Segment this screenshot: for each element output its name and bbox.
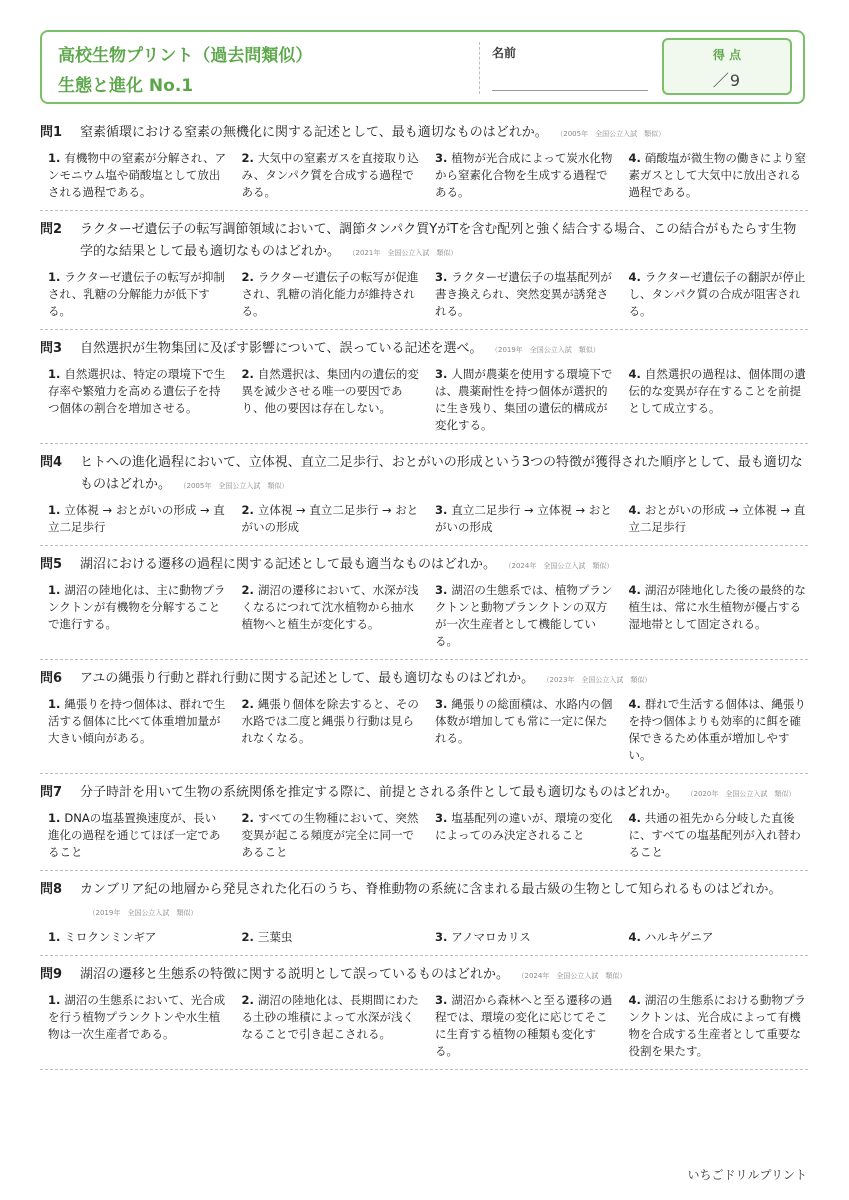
choice-text: 縄張り個体を除去すると、その水路では二度と縄張り行動は見られなくなる。 — [241, 697, 419, 745]
question-block — [40, 338, 808, 444]
choice-number: 4. — [628, 811, 641, 825]
choice-item[interactable] — [629, 502, 809, 536]
choice-number: 4. — [628, 930, 641, 944]
question-text: 窒素循環における窒素の無機化に関する記述として、最も適切なものはどれか。 — [80, 125, 548, 140]
choice-item[interactable] — [629, 366, 809, 434]
question-block — [40, 452, 808, 546]
question-source: （2024年 全国公立入試 類似） — [508, 562, 614, 570]
choice-number: 4. — [628, 151, 641, 165]
choice-item[interactable] — [242, 269, 422, 320]
choice-number: 1. — [48, 993, 61, 1007]
choice-list — [40, 696, 808, 764]
question-block — [40, 782, 808, 871]
choice-list — [40, 366, 808, 434]
choice-number: 2. — [241, 367, 254, 381]
choice-text: ラクターゼ遺伝子の転写が促進され、乳糖の消化能力が維持される。 — [241, 270, 419, 318]
choice-list — [40, 150, 808, 201]
choice-text: ハルキゲニア — [644, 930, 714, 944]
question-block — [40, 879, 808, 956]
choice-item[interactable] — [48, 150, 228, 201]
choice-text: 縄張りを持つ個体は、群れで生活する個体に比べて体重増加量が大きい傾向がある。 — [48, 697, 226, 745]
question-text: 湖沼の遷移と生態系の特徴に関する説明として誤っているものはどれか。 — [80, 967, 510, 982]
choice-text: 立体視 → おとがいの形成 → 直立二足歩行 — [48, 503, 225, 534]
question-text-wrap — [80, 668, 808, 691]
question-text: カンブリア紀の地層から発見された化石のうち、脊椎動物の系統に含まれる最古級の生物として知られるものはどれか。 — [80, 882, 782, 897]
choice-text: 湖沼から森林へと至る遷移の過程では、環境の変化に応じてそこに生育する植物の種類も変化する。 — [435, 993, 613, 1058]
question-text: 分子時計を用いて生物の系統関係を推定する際に、前提とされる条件として最も適切なものはどれか。 — [80, 785, 679, 800]
question-header — [40, 964, 808, 987]
question-header — [40, 554, 808, 577]
question-block — [40, 964, 808, 1070]
choice-item[interactable] — [629, 696, 809, 764]
question-text-wrap — [80, 879, 808, 924]
question-block — [40, 668, 808, 774]
score-box — [662, 38, 792, 95]
choice-number: 3. — [435, 151, 448, 165]
choice-text: 有機物中の窒素が分解され、アンモニウム塩や硝酸塩として放出される過程である。 — [48, 151, 227, 199]
choice-item[interactable] — [242, 929, 422, 946]
header-divider — [479, 42, 480, 94]
choice-item[interactable] — [435, 502, 615, 536]
choice-item[interactable] — [242, 502, 422, 536]
choice-text: 立体視 → 直立二足歩行 → おとがいの形成 — [241, 503, 419, 534]
choice-text: 群れで生活する個体は、縄張りを持つ個体よりも効率的に餌を確保できるため体重が増加しやすい。 — [628, 697, 806, 762]
choice-text: ラクターゼ遺伝子の塩基配列が書き換えられ、突然変異が誘発される。 — [435, 270, 612, 318]
choice-item[interactable] — [242, 366, 422, 434]
choice-number: 1. — [48, 697, 61, 711]
choice-text: 直立二足歩行 → 立体視 → おとがいの形成 — [435, 503, 612, 534]
choice-number: 4. — [628, 697, 641, 711]
choice-text: 自然選択は、特定の環境下で生存率や繁殖力を高める遺伝子を持つ個体の割合を増加させる。 — [48, 367, 226, 415]
choice-item[interactable] — [435, 582, 615, 650]
choice-text: 人間が農薬を使用する環境下では、農薬耐性を持つ個体が選択的に生き残り、集団の遺伝的構成が変化する。 — [435, 367, 613, 432]
question-block — [40, 219, 808, 330]
choice-number: 3. — [435, 270, 448, 284]
choice-list — [40, 502, 808, 536]
choice-item[interactable] — [242, 992, 422, 1060]
question-header — [40, 668, 808, 691]
choice-number: 4. — [628, 503, 641, 517]
worksheet-header — [40, 30, 805, 104]
choice-item[interactable] — [48, 582, 228, 650]
choice-text: ミロクンミンギア — [64, 930, 157, 944]
question-number: 問4 — [40, 455, 63, 470]
choice-text: 自然選択は、集団内の遺伝的変異を減少させる唯一の要因であり、他の要因は存在しない。 — [241, 367, 419, 415]
choice-text: アノマロカリス — [451, 930, 531, 944]
choice-number: 1. — [48, 811, 61, 825]
choice-text: 植物が光合成によって炭水化物から窒素化合物を生成する過程である。 — [435, 151, 613, 199]
question-number: 問8 — [40, 882, 63, 897]
question-number: 問1 — [40, 125, 63, 140]
choice-item[interactable] — [48, 929, 228, 946]
choice-text: 湖沼の生態系における動物プランクトンは、光合成によって有機物を合成する生産者として重要な役割を果たす。 — [628, 993, 806, 1058]
choice-item[interactable] — [48, 992, 228, 1060]
question-text: 自然選択が生物集団に及ぼす影響について、誤っている記述を選べ。 — [80, 341, 483, 356]
choice-text: 大気中の窒素ガスを直接取り込み、タンパク質を合成する過程である。 — [241, 151, 419, 199]
choice-item[interactable] — [629, 929, 809, 946]
choice-item[interactable] — [435, 150, 615, 201]
question-text-wrap — [80, 122, 808, 145]
choice-number: 1. — [48, 270, 61, 284]
choice-number: 4. — [628, 367, 641, 381]
choice-text: 硝酸塩が微生物の働きにより窒素ガスとして大気中に放出される過程である。 — [628, 151, 806, 199]
choice-text: ラクターゼ遺伝子の翻訳が停止し、タンパク質の合成が阻害される。 — [628, 270, 806, 318]
question-header — [40, 452, 808, 497]
choice-item[interactable] — [242, 150, 422, 201]
choice-item[interactable] — [242, 810, 422, 861]
question-header — [40, 782, 808, 805]
question-number: 問5 — [40, 557, 63, 572]
choice-item[interactable] — [435, 992, 615, 1060]
question-text-wrap — [80, 338, 808, 361]
question-number: 問6 — [40, 671, 63, 686]
choice-item[interactable] — [629, 150, 809, 201]
question-source: （2019年 全国公立入試 類似） — [494, 346, 600, 354]
question-source: （2005年 全国公立入試 類似） — [559, 130, 666, 138]
choice-number: 3. — [435, 930, 448, 944]
choice-number: 2. — [241, 811, 254, 825]
question-source: （2024年 全国公立入試 類似） — [521, 972, 627, 980]
choice-number: 2. — [241, 151, 254, 165]
choice-text: 塩基配列の違いが、環境の変化によってのみ決定されること — [435, 811, 613, 842]
choice-text: 湖沼の遷移において、水深が浅くなるにつれて沈水植物から抽水植物へと植生が変化する。 — [241, 583, 419, 631]
choice-text: 湖沼が陸地化した後の最終的な植生は、常に水生植物が優占する湿地帯として固定される。 — [628, 583, 806, 631]
choice-list — [40, 269, 808, 320]
question-text-wrap — [80, 964, 808, 987]
choice-list — [40, 810, 808, 861]
name-field-line[interactable] — [492, 90, 648, 91]
choice-item[interactable] — [629, 992, 809, 1060]
choice-text: 湖沼の生態系において、光合成を行う植物プランクトンや水生植物は一次生産者である。 — [48, 993, 226, 1041]
name-label: 名前 — [492, 46, 517, 60]
choice-number: 2. — [241, 697, 254, 711]
choice-text: 湖沼の生態系では、植物プランクトンと動物プランクトンの双方が一次生産者として機能している。 — [435, 583, 613, 648]
question-number: 問7 — [40, 785, 63, 800]
question-number: 問9 — [40, 967, 63, 982]
question-header — [40, 879, 808, 924]
choice-number: 1. — [48, 367, 61, 381]
question-list — [40, 122, 808, 1078]
choice-number: 1. — [48, 503, 61, 517]
choice-number: 4. — [628, 583, 641, 597]
question-header — [40, 338, 808, 361]
worksheet-title: 高校生物プリント（過去問類似） — [58, 46, 313, 66]
choice-number: 2. — [241, 993, 254, 1007]
question-text-wrap — [80, 782, 808, 805]
choice-item[interactable] — [435, 269, 615, 320]
choice-item[interactable] — [435, 929, 615, 946]
question-block — [40, 554, 808, 660]
choice-item[interactable] — [435, 810, 615, 861]
choice-list — [40, 582, 808, 650]
choice-number: 1. — [48, 583, 61, 597]
footer-brand: いちごドリルプリント — [687, 1168, 807, 1182]
score-value: ／9 — [712, 71, 742, 90]
choice-item[interactable] — [242, 582, 422, 650]
choice-text: おとがいの形成 → 立体視 → 直立二足歩行 — [628, 503, 806, 534]
question-number: 問2 — [40, 222, 63, 237]
question-source: （2023年 全国公立入試 類似） — [546, 676, 652, 684]
choice-text: 湖沼の陸地化は、長期間にわたる土砂の堆積によって水深が浅くなることで引き起こされる。 — [241, 993, 419, 1041]
choice-number: 1. — [48, 930, 61, 944]
score-label: 得 点 — [712, 48, 742, 62]
question-text: ヒトへの進化過程において、立体視、直立二足歩行、おとがいの形成という3つの特徴が獲得された順序として、最も適切なものはどれか。 — [80, 455, 803, 492]
choice-item[interactable] — [242, 696, 422, 764]
question-header — [40, 219, 808, 264]
question-source: （2019年 全国公立入試 類似） — [92, 909, 198, 917]
question-number: 問3 — [40, 341, 63, 356]
choice-number: 3. — [435, 697, 448, 711]
choice-number: 3. — [435, 583, 448, 597]
choice-item[interactable] — [48, 366, 228, 434]
question-header — [40, 122, 808, 145]
choice-number: 3. — [435, 993, 448, 1007]
choice-number: 3. — [435, 811, 448, 825]
choice-item[interactable] — [629, 810, 809, 861]
choice-item[interactable] — [48, 810, 228, 861]
choice-number: 2. — [241, 583, 254, 597]
choice-number: 2. — [241, 270, 254, 284]
choice-item[interactable] — [48, 269, 228, 320]
choice-text: 自然選択の過程は、個体間の遺伝的な変異が存在することを前提として成立する。 — [628, 367, 806, 415]
question-source: （2005年 全国公立入試 類似） — [183, 482, 289, 490]
choice-item[interactable] — [48, 502, 228, 536]
choice-text: 共通の祖先から分岐した直後に、すべての塩基配列が入れ替わること — [628, 811, 801, 859]
choice-number: 4. — [628, 993, 641, 1007]
choice-number: 3. — [435, 367, 448, 381]
worksheet-subtitle: 生態と進化 No.1 — [58, 76, 194, 96]
question-source: （2020年 全国公立入試 類似） — [690, 790, 796, 798]
choice-list — [40, 992, 808, 1060]
choice-text: すべての生物種において、突然変異が起こる頻度が完全に同一であること — [241, 811, 419, 859]
choice-item[interactable] — [629, 269, 809, 320]
choice-item[interactable] — [629, 582, 809, 650]
choice-list — [40, 929, 808, 946]
question-text-wrap — [80, 452, 808, 497]
question-text: 湖沼における遷移の過程に関する記述として最も適当なものはどれか。 — [80, 557, 497, 572]
choice-text: 湖沼の陸地化は、主に動物プランクトンが有機物を分解することで進行する。 — [48, 583, 226, 631]
choice-number: 1. — [48, 151, 61, 165]
question-text: ラクターゼ遺伝子の転写調節領域において、調節タンパク質YがTを含む配列と強く結合する場合、この結合がもたらす生物学的な結果として最も適切なものはどれか。 — [80, 222, 797, 259]
choice-number: 4. — [628, 270, 641, 284]
choice-item[interactable] — [435, 366, 615, 434]
question-block — [40, 122, 808, 211]
choice-number: 2. — [241, 503, 254, 517]
choice-item[interactable] — [435, 696, 615, 764]
choice-number: 3. — [435, 503, 448, 517]
question-text-wrap — [80, 554, 808, 577]
question-text-wrap — [80, 219, 808, 264]
choice-text: DNAの塩基置換速度が、長い進化の過程を通じてほぼ一定であること — [48, 811, 221, 859]
choice-number: 2. — [241, 930, 254, 944]
choice-text: ラクターゼ遺伝子の転写が抑制され、乳糖の分解能力が低下する。 — [48, 270, 225, 318]
choice-item[interactable] — [48, 696, 228, 764]
choice-text: 縄張りの総面積は、水路内の個体数が増加しても常に一定に保たれる。 — [435, 697, 613, 745]
question-source: （2021年 全国公立入試 類似） — [352, 249, 458, 257]
choice-text: 三葉虫 — [257, 930, 293, 944]
question-text: アユの縄張り行動と群れ行動に関する記述として、最も適切なものはどれか。 — [80, 671, 535, 686]
